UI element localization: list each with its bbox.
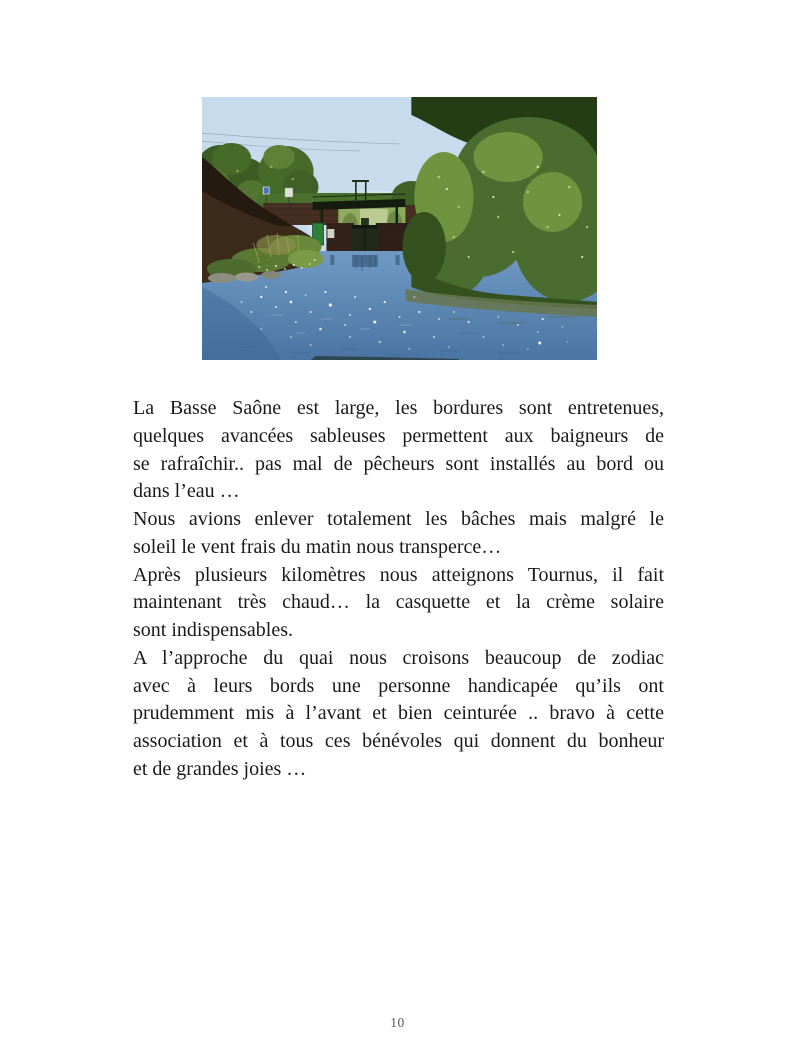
paragraph-1 [133,395,664,506]
text-line: A l’approche du quai nous croisons beaucoup de zodiac [133,646,664,669]
river-photo-graphic [202,97,597,360]
body-text [133,395,664,784]
text-line: dans l’eau … [133,480,240,503]
text-line: avec à leurs bords une personne handicapée qu’ils ont [133,674,664,697]
text-line: Après plusieurs kilomètres nous atteignons Tournus, il fait [133,563,664,586]
paragraph-3 [133,562,664,645]
text-line: maintenant très chaud… la casquette et la crème solaire [133,591,664,614]
river-photo [202,97,597,360]
text-line: Nous avions enlever totalement les bâches mais malgré le [133,508,664,530]
text-line: association et à tous ces bénévoles qui donnent du bonheur [133,730,664,752]
text-line: et de grandes joies … [133,757,307,780]
text-line: prudemment mis à l’avant et bien ceinturée .. bravo à cette [133,702,664,725]
text-line: quelques avancées sableuses permettent aux baigneurs de [133,424,664,447]
text-line: La Basse Saône est large, les bordures sont entretenues, [133,397,664,419]
text-line: se rafraîchir.. pas mal de pêcheurs sont installés au bord ou [133,452,664,475]
paragraph-4 [133,645,664,784]
text-line: sont indispensables. [133,619,293,641]
text-line: soleil le vent frais du matin nous transperce… [133,535,502,558]
page-number: 10 [390,1015,405,1030]
paragraph-2 [133,506,664,562]
